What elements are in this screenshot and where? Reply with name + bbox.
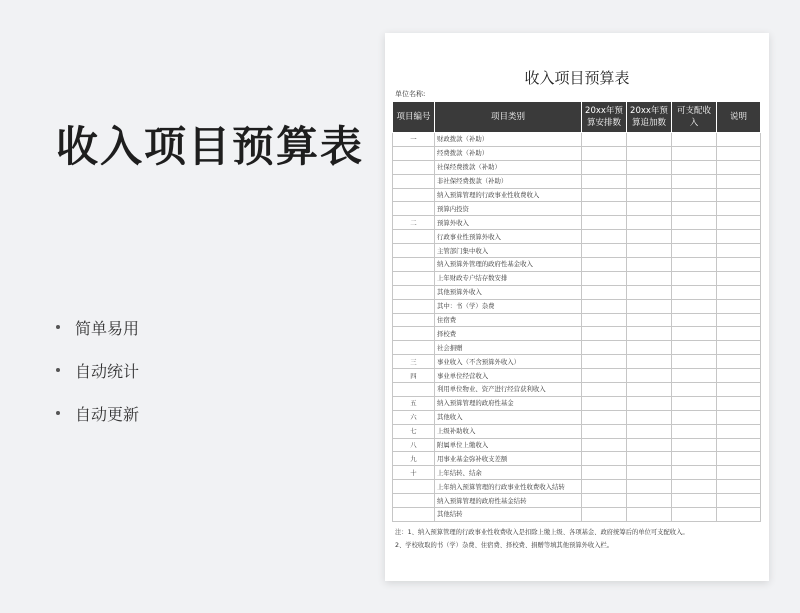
disposable-income-cell[interactable] [672,341,717,355]
budget-arranged-cell[interactable] [582,369,627,383]
budget-added-cell[interactable] [627,174,672,188]
remark-cell[interactable] [717,452,761,466]
disposable-income-cell[interactable] [672,438,717,452]
remark-cell[interactable] [717,244,761,258]
budget-table [392,101,761,522]
budget-added-cell[interactable] [627,271,672,285]
budget-arranged-cell[interactable] [582,299,627,313]
disposable-income-cell[interactable] [672,146,717,160]
budget-added-cell[interactable] [627,424,672,438]
budget-added-cell[interactable] [627,466,672,480]
disposable-income-cell[interactable] [672,355,717,369]
disposable-income-cell[interactable] [672,383,717,397]
remark-cell[interactable] [717,327,761,341]
disposable-income-cell[interactable] [672,299,717,313]
bullet-icon [56,368,60,372]
table-row [393,480,761,494]
project-number-cell[interactable] [393,202,435,216]
budget-arranged-cell[interactable] [582,508,627,522]
category-cell[interactable]: 上年纳入预算管理的行政事业性收费收入结转 [435,480,582,494]
budget-arranged-cell[interactable] [582,466,627,480]
budget-arranged-cell[interactable] [582,410,627,424]
budget-added-cell[interactable] [627,244,672,258]
budget-added-cell[interactable] [627,313,672,327]
table-row [393,230,761,244]
budget-arranged-cell[interactable] [582,341,627,355]
category-cell[interactable]: 行政事业性预算外收入 [435,230,582,244]
disposable-income-cell[interactable] [672,396,717,410]
table-row [393,410,761,424]
budget-added-cell[interactable] [627,438,672,452]
budget-arranged-cell[interactable] [582,480,627,494]
budget-added-cell[interactable] [627,355,672,369]
budget-added-cell[interactable] [627,188,672,202]
project-number-cell[interactable]: 七 [393,424,435,438]
category-cell[interactable]: 利用单位物业、资产进行经营获利收入 [435,383,582,397]
remark-cell[interactable] [717,133,761,147]
remark-cell[interactable] [717,424,761,438]
sheet-title: 收入项目预算表 [524,69,630,87]
disposable-income-cell[interactable] [672,133,717,147]
feature-item [56,359,139,381]
budget-added-cell[interactable] [627,327,672,341]
remark-cell[interactable] [717,271,761,285]
category-cell[interactable]: 纳入预算管理的政府性基金结转 [435,494,582,508]
project-number-cell[interactable] [393,494,435,508]
disposable-income-cell[interactable] [672,258,717,272]
table-header-row [393,102,761,133]
budget-arranged-cell[interactable] [582,188,627,202]
budget-arranged-cell[interactable] [582,216,627,230]
category-cell[interactable]: 预算内投资 [435,202,582,216]
disposable-income-cell[interactable] [672,285,717,299]
feature-label: 自动统计 [75,361,140,381]
budget-added-cell[interactable] [627,410,672,424]
project-number-cell[interactable] [393,146,435,160]
remark-cell[interactable] [717,410,761,424]
disposable-income-cell[interactable] [672,466,717,480]
table-row [393,146,761,160]
table-row [393,258,761,272]
note-line: 注：1、纳入预算管理的行政事业性收费收入是扣除上缴上级、各项基金、政府统筹后的单位可支配收入。 [395,529,689,536]
project-number-cell[interactable] [393,285,435,299]
header-cell: 说明 [717,102,761,133]
project-number-cell[interactable] [393,327,435,341]
disposable-income-cell[interactable] [672,160,717,174]
project-number-cell[interactable] [393,271,435,285]
remark-cell[interactable] [717,466,761,480]
table-row [393,327,761,341]
project-number-cell[interactable]: 九 [393,452,435,466]
category-cell[interactable]: 上级补助收入 [435,424,582,438]
budget-arranged-cell[interactable] [582,146,627,160]
project-number-cell[interactable] [393,508,435,522]
spreadsheet-preview [385,33,769,581]
table-row [393,466,761,480]
disposable-income-cell[interactable] [672,452,717,466]
budget-added-cell[interactable] [627,230,672,244]
table-row [393,313,761,327]
page-title: 收入项目预算表 [56,122,365,171]
budget-added-cell[interactable] [627,299,672,313]
table-row [393,244,761,258]
budget-added-cell[interactable] [627,494,672,508]
category-cell[interactable]: 事业收入（不含预算外收入） [435,355,582,369]
remark-cell[interactable] [717,174,761,188]
remark-cell[interactable] [717,202,761,216]
category-cell[interactable]: 预算外收入 [435,216,582,230]
category-cell[interactable]: 用事业基金弥补收支差额 [435,452,582,466]
notes [395,526,689,552]
budget-arranged-cell[interactable] [582,424,627,438]
budget-arranged-cell[interactable] [582,383,627,397]
budget-arranged-cell[interactable] [582,396,627,410]
project-number-cell[interactable] [393,299,435,313]
disposable-income-cell[interactable] [672,230,717,244]
remark-cell[interactable] [717,230,761,244]
header-cell: 项目编号 [393,102,435,133]
table-row [393,202,761,216]
table-row [393,355,761,369]
disposable-income-cell[interactable] [672,480,717,494]
budget-arranged-cell[interactable] [582,244,627,258]
header-cell: 项目类别 [435,102,582,133]
category-cell[interactable]: 住宿费 [435,313,582,327]
budget-arranged-cell[interactable] [582,452,627,466]
category-cell[interactable]: 纳入预算管理的行政事业性收费收入 [435,188,582,202]
category-cell[interactable]: 附属单位上缴收入 [435,438,582,452]
budget-added-cell[interactable] [627,396,672,410]
header-cell: 20xx年预算追加数 [627,102,672,133]
budget-arranged-cell[interactable] [582,271,627,285]
table-row [393,271,761,285]
table-row [393,452,761,466]
remark-cell[interactable] [717,188,761,202]
category-cell[interactable]: 其中：书（学）杂费 [435,299,582,313]
remark-cell[interactable] [717,285,761,299]
category-cell[interactable]: 其他结转 [435,508,582,522]
remark-cell[interactable] [717,396,761,410]
budget-added-cell[interactable] [627,508,672,522]
project-number-cell[interactable] [393,230,435,244]
project-number-cell[interactable] [393,174,435,188]
budget-arranged-cell[interactable] [582,494,627,508]
table-row [393,216,761,230]
project-number-cell[interactable] [393,480,435,494]
budget-arranged-cell[interactable] [582,202,627,216]
category-cell[interactable]: 主管部门集中收入 [435,244,582,258]
disposable-income-cell[interactable] [672,424,717,438]
note-line: 2、学校收取的书（学）杂费、住宿费、择校费、捐赠等填其他预算外收入栏。 [395,542,614,549]
budget-arranged-cell[interactable] [582,133,627,147]
remark-cell[interactable] [717,313,761,327]
table-row [393,424,761,438]
table-row [393,494,761,508]
category-cell[interactable]: 经费拨款（补助） [435,146,582,160]
budget-added-cell[interactable] [627,216,672,230]
project-number-cell[interactable] [393,313,435,327]
disposable-income-cell[interactable] [672,188,717,202]
table-row [393,508,761,522]
project-number-cell[interactable]: 四 [393,369,435,383]
remark-cell[interactable] [717,438,761,452]
bullet-icon [56,325,60,329]
remark-cell[interactable] [717,258,761,272]
budget-arranged-cell[interactable] [582,327,627,341]
remark-cell[interactable] [717,494,761,508]
budget-added-cell[interactable] [627,133,672,147]
category-cell[interactable]: 择校费 [435,327,582,341]
budget-arranged-cell[interactable] [582,355,627,369]
disposable-income-cell[interactable] [672,244,717,258]
table-row [393,369,761,383]
table-row [393,383,761,397]
category-cell[interactable]: 非社保经费拨款（补助） [435,174,582,188]
disposable-income-cell[interactable] [672,494,717,508]
table-row [393,341,761,355]
budget-added-cell[interactable] [627,369,672,383]
category-cell[interactable]: 社保经费拨款（补助） [435,160,582,174]
remark-cell[interactable] [717,508,761,522]
disposable-income-cell[interactable] [672,369,717,383]
budget-arranged-cell[interactable] [582,230,627,244]
disposable-income-cell[interactable] [672,174,717,188]
disposable-income-cell[interactable] [672,216,717,230]
feature-list [56,316,139,445]
category-cell[interactable]: 上年财政专户结存数安排 [435,271,582,285]
budget-added-cell[interactable] [627,285,672,299]
feature-label: 自动更新 [75,404,140,424]
project-number-cell[interactable]: 三 [393,355,435,369]
project-number-cell[interactable] [393,244,435,258]
project-number-cell[interactable] [393,383,435,397]
disposable-income-cell[interactable] [672,202,717,216]
table-row [393,396,761,410]
budget-added-cell[interactable] [627,146,672,160]
disposable-income-cell[interactable] [672,313,717,327]
feature-item [56,316,139,338]
remark-cell[interactable] [717,299,761,313]
remark-cell[interactable] [717,160,761,174]
budget-added-cell[interactable] [627,480,672,494]
table-row [393,133,761,147]
budget-added-cell[interactable] [627,341,672,355]
header-cell: 可支配收入 [672,102,717,133]
budget-added-cell[interactable] [627,160,672,174]
budget-arranged-cell[interactable] [582,285,627,299]
remark-cell[interactable] [717,369,761,383]
budget-arranged-cell[interactable] [582,438,627,452]
bullet-icon [56,411,60,415]
project-number-cell[interactable] [393,160,435,174]
table-row [393,160,761,174]
budget-added-cell[interactable] [627,452,672,466]
category-cell[interactable]: 纳入预算外管理的政府性基金收入 [435,258,582,272]
budget-added-cell[interactable] [627,258,672,272]
project-number-cell[interactable]: 一 [393,133,435,147]
remark-cell[interactable] [717,216,761,230]
project-number-cell[interactable] [393,341,435,355]
budget-arranged-cell[interactable] [582,313,627,327]
project-number-cell[interactable]: 五 [393,396,435,410]
table-row [393,285,761,299]
unit-name-label: 单位名称: [395,90,426,98]
feature-label: 简单易用 [75,318,140,338]
category-cell[interactable]: 其他收入 [435,410,582,424]
disposable-income-cell[interactable] [672,327,717,341]
disposable-income-cell[interactable] [672,508,717,522]
table-row [393,438,761,452]
category-cell[interactable]: 其他预算外收入 [435,285,582,299]
project-number-cell[interactable]: 八 [393,438,435,452]
budget-added-cell[interactable] [627,202,672,216]
category-cell[interactable]: 上年结转、结余 [435,466,582,480]
budget-arranged-cell[interactable] [582,174,627,188]
table-row [393,299,761,313]
remark-cell[interactable] [717,146,761,160]
budget-added-cell[interactable] [627,383,672,397]
project-number-cell[interactable]: 二 [393,216,435,230]
budget-arranged-cell[interactable] [582,160,627,174]
project-number-cell[interactable]: 十 [393,466,435,480]
disposable-income-cell[interactable] [672,271,717,285]
project-number-cell[interactable] [393,188,435,202]
header-cell: 20xx年预算安排数 [582,102,627,133]
category-cell[interactable]: 财政拨款（补助） [435,133,582,147]
feature-item [56,402,139,424]
remark-cell[interactable] [717,383,761,397]
remark-cell[interactable] [717,341,761,355]
remark-cell[interactable] [717,480,761,494]
category-cell[interactable]: 纳入预算管理的政府性基金 [435,396,582,410]
category-cell[interactable]: 事业单位经营收入 [435,369,582,383]
project-number-cell[interactable] [393,258,435,272]
disposable-income-cell[interactable] [672,410,717,424]
remark-cell[interactable] [717,355,761,369]
budget-arranged-cell[interactable] [582,258,627,272]
table-row [393,174,761,188]
budget-table-body [393,133,761,522]
category-cell[interactable]: 社会捐赠 [435,341,582,355]
table-row [393,188,761,202]
project-number-cell[interactable]: 六 [393,410,435,424]
